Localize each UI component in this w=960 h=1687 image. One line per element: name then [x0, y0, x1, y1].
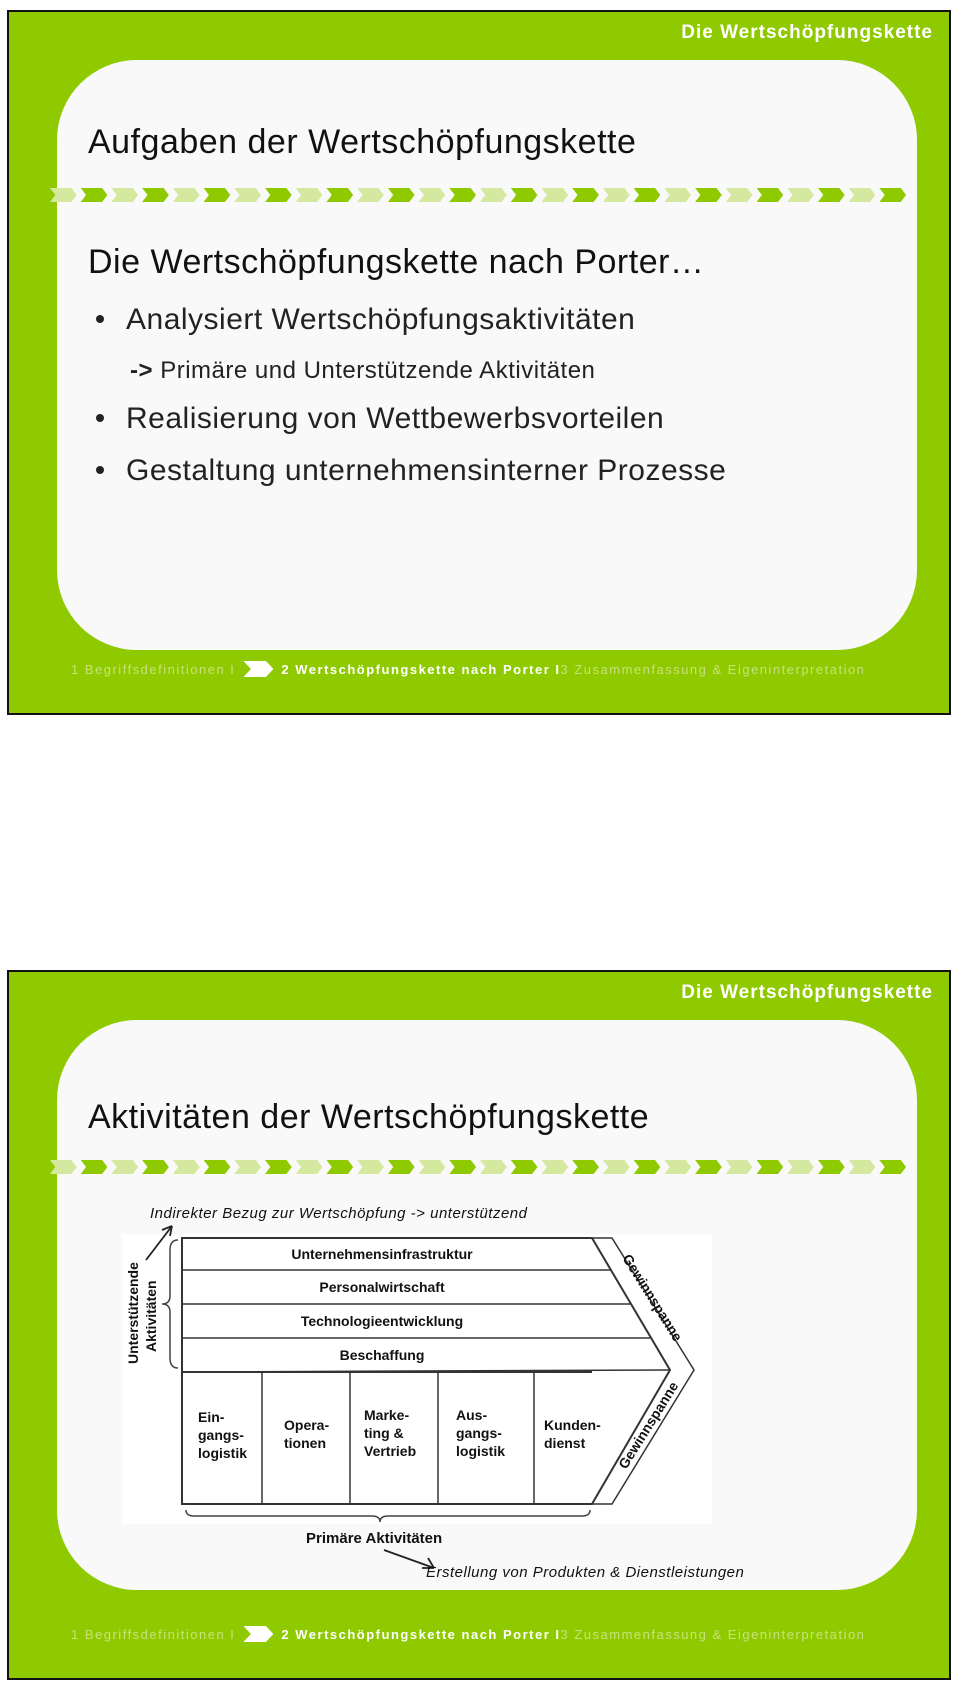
footer-item-3: 3 Zusammenfassung & Eigeninterpretation — [560, 1626, 866, 1642]
primary-label: Primäre Aktivitäten — [306, 1530, 443, 1547]
chevron-right-icon — [243, 1626, 273, 1642]
support-row-1: Unternehmensinfrastruktur — [291, 1246, 473, 1262]
bullet-dot-icon — [96, 466, 104, 474]
slide-header-label: Die Wertschöpfungskette — [681, 22, 933, 43]
value-chain-diagram — [122, 1234, 712, 1524]
bullet-item — [96, 454, 726, 488]
primary-cell-3b: ting & — [364, 1425, 404, 1441]
arrow-up-icon — [140, 1222, 180, 1262]
slide-header-label: Die Wertschöpfungskette — [681, 982, 933, 1003]
support-label-2: Aktivitäten — [143, 1280, 159, 1352]
footer-item-2: 2 Wertschöpfungskette nach Porter I — [281, 661, 561, 677]
support-row-4: Beschaffung — [339, 1347, 425, 1363]
bullet-dot-icon — [96, 315, 104, 323]
primary-cell-1a: Ein- — [198, 1409, 225, 1425]
bullet-item — [96, 402, 664, 436]
slide-1-title: Aufgaben der Wertschöpfungskette — [88, 123, 637, 161]
primary-cell-2b: tionen — [284, 1435, 326, 1451]
primary-cell-4c: logistik — [456, 1443, 506, 1459]
bullet-text: Realisierung von Wettbewerbsvorteilen — [126, 402, 665, 435]
support-label-1: Unterstützende — [125, 1262, 141, 1364]
footer-nav — [71, 1626, 865, 1642]
primary-cell-3a: Marke- — [364, 1407, 410, 1423]
slide-1-subtitle: Die Wertschöpfungskette nach Porter… — [88, 243, 705, 281]
bullet-text: Gestaltung unternehmensinterner Prozesse — [126, 454, 727, 487]
footer-item-2: 2 Wertschöpfungskette nach Porter I — [281, 1626, 561, 1642]
primary-cell-4a: Aus- — [456, 1407, 488, 1423]
arrow-subline — [130, 357, 595, 385]
primary-cell-1b: gangs- — [198, 1427, 244, 1443]
note-primary: Erstellung von Produkten & Dienstleistungen — [426, 1564, 745, 1581]
primary-cell-3c: Vertrieb — [364, 1443, 417, 1459]
primary-cell-4b: gangs- — [456, 1425, 502, 1441]
bullet-text: Analysiert Wertschöpfungsaktivitäten — [126, 303, 636, 336]
support-row-3: Technologieentwicklung — [300, 1313, 464, 1329]
slide-2-title: Aktivitäten der Wertschöpfungskette — [88, 1098, 650, 1136]
footer-item-1: 1 Begriffsdefinitionen I — [71, 661, 236, 677]
footer-nav — [71, 661, 865, 677]
primary-cell-1c: logistik — [198, 1445, 248, 1461]
decorative-stripe — [50, 186, 906, 204]
primary-cell-5a: Kunden- — [544, 1417, 601, 1433]
support-row-2: Personalwirtschaft — [319, 1279, 445, 1295]
arrow-subline-text: Primäre und Unterstützende Aktivitäten — [160, 357, 596, 384]
primary-cell-2a: Opera- — [284, 1417, 330, 1433]
footer-item-3: 3 Zusammenfassung & Eigeninterpretation — [560, 661, 866, 677]
chevron-right-icon — [243, 661, 273, 677]
bullet-dot-icon — [96, 414, 104, 422]
note-support: Indirekter Bezug zur Wertschöpfung -> unterstützend — [150, 1205, 528, 1222]
decorative-stripe — [50, 1158, 906, 1176]
bullet-item — [96, 303, 635, 337]
arrow-prefix: -> — [130, 357, 154, 384]
margin-label-top: Gewinnspanne — [619, 1251, 686, 1345]
margin-label-bottom: Gewinnspanne — [614, 1378, 682, 1472]
primary-cell-5b: dienst — [544, 1435, 586, 1451]
footer-item-1: 1 Begriffsdefinitionen I — [71, 1626, 236, 1642]
